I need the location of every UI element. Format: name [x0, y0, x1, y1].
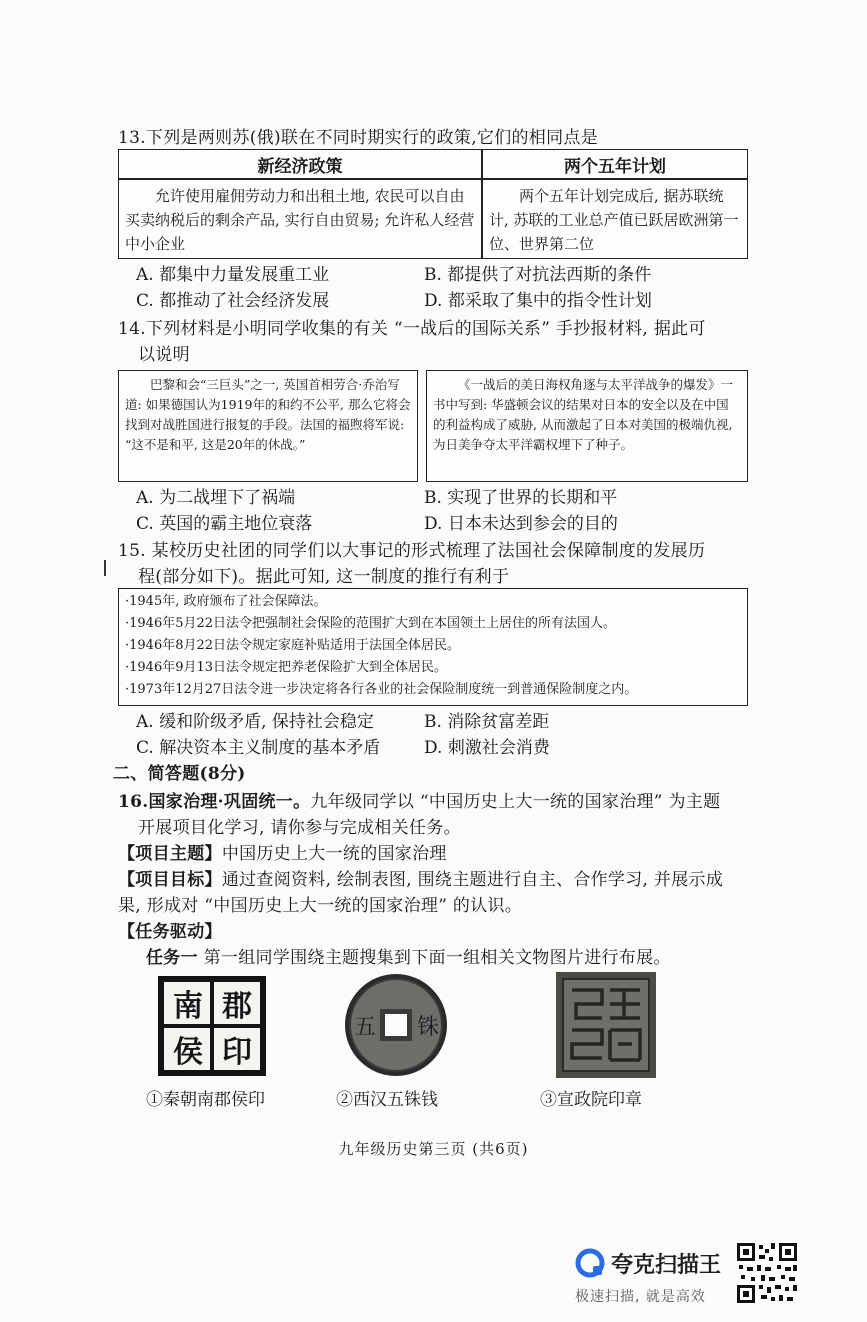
q15-option-d[interactable]: D. 刺激社会消费 — [424, 738, 550, 758]
qin-seal-svg — [158, 976, 266, 1076]
q16-theme — [118, 841, 447, 867]
coin-char: 铢 — [416, 1015, 440, 1040]
q14-option-c[interactable]: C. 英国的霸主地位衰落 — [136, 514, 313, 534]
q16-lead: 16.国家治理·巩固统一。 — [118, 792, 311, 812]
q15-item: ·1946年5月22日法令把强制社会保险的范围扩大到在本国领土上居住的所有法国人。 — [125, 616, 617, 631]
q14-left-text: 巴黎和会“三巨头”之一, 英国首相劳合·乔治写道: 如果德国认为1919年的和约不公平, 那么它将会找到对战胜国进行报复的手段。法国的福煦将军说: “这不是和平, 这是20年的休战。” — [125, 377, 411, 452]
q13-cell-left: 允许使用雇佣劳动力和出租土地, 农民可以自由买卖纳税后的剩余产品, 实行自由贸易; 允许私人经营中小企业 — [125, 187, 475, 253]
q13-option-b[interactable]: B. 都提供了对抗法西斯的条件 — [424, 265, 652, 285]
q13-option-c[interactable]: C. 都推动了社会经济发展 — [136, 291, 330, 311]
q16-task-heading: 【任务驱动】 — [118, 922, 222, 942]
q13-option-a[interactable]: A. 都集中力量发展重工业 — [136, 265, 330, 285]
q15-stem-line1: 15. 某校历史社团的同学们以大事记的形式梳理了法国社会保障制度的发展历 — [118, 541, 706, 561]
q14-option-a[interactable]: A. 为二战埋下了祸端 — [136, 488, 296, 508]
q16-task1 — [146, 945, 671, 971]
coin-svg — [343, 972, 449, 1078]
q15-option-b[interactable]: B. 消除贫富差距 — [424, 712, 550, 732]
seal1-char: 南 — [173, 989, 203, 1024]
artifact-caption-2: ②西汉五铢钱 — [336, 1090, 438, 1110]
q14-right-box — [426, 370, 748, 482]
wuzhu-coin-image — [343, 972, 449, 1078]
page-footer: 九年级历史第三页 (共6页) — [338, 1140, 529, 1158]
q16-theme-label: 【项目主题】 — [118, 844, 222, 864]
q13-table-divider-h — [119, 178, 747, 180]
seal3-svg — [554, 970, 658, 1080]
q14-right-text: 《一战后的美日海权角逐与太平洋战争的爆发》一书中写到: 华盛顿会议的结果对日本的安全以及在中国的利益构成了威胁, 从而激起了日本对美国的极端仇视, 为日美争夺太平洋霸权埋下了种子。 — [433, 377, 734, 452]
section-heading: 二、简答题(8分) — [113, 764, 246, 784]
margin-mark — [104, 560, 106, 576]
seal1-char: 印 — [222, 1035, 252, 1070]
seal1-char: 郡 — [222, 989, 252, 1024]
q16-line1 — [118, 789, 720, 815]
q16-task1-text: 第一组同学围绕主题搜集到下面一组相关文物图片进行布展。 — [197, 948, 671, 968]
q15-stem-line2: 程(部分如下)。据此可知, 这一制度的推行有利于 — [138, 567, 510, 587]
q13-header-right: 两个五年计划 — [564, 157, 666, 177]
seal1-char: 侯 — [173, 1035, 203, 1070]
q13-header-left: 新经济政策 — [257, 157, 343, 177]
qr-code-icon — [735, 1241, 799, 1305]
q16-line2: 开展项目化学习, 请你参与完成相关任务。 — [138, 818, 461, 838]
q15-timeline-box — [118, 588, 748, 706]
qin-seal-image — [158, 976, 266, 1076]
q15-item: ·1945年, 政府颁布了社会保障法。 — [125, 594, 327, 609]
q15-item: ·1946年9月13日法令规定把养老保险扩大到全体居民。 — [125, 660, 448, 675]
q15-option-a[interactable]: A. 缓和阶级矛盾, 保持社会稳定 — [136, 712, 374, 732]
coin-char: 五 — [353, 1015, 377, 1040]
q13-stem: 13.下列是两则苏(俄)联在不同时期实行的政策,它们的相同点是 — [118, 128, 599, 148]
q16-goal-line2: 果, 形成对 “中国历史上大一统的国家治理” 的认识。 — [118, 896, 523, 916]
q14-option-d[interactable]: D. 日本未达到参会的目的 — [424, 514, 618, 534]
q16-goal-label: 【项目目标】 — [118, 870, 222, 890]
q13-cell-right: 两个五年计划完成后, 据苏联统计, 苏联的工业总产值已跃居欧洲第一位、世界第二位 — [489, 187, 739, 253]
q14-stem-line2: 以说明 — [138, 345, 190, 365]
q13-option-d[interactable]: D. 都采取了集中的指令性计划 — [424, 291, 652, 311]
q14-left-box — [118, 370, 418, 482]
scanner-brand: 夸克扫描王 — [611, 1253, 722, 1278]
q16-theme-text: 中国历史上大一统的国家治理 — [221, 844, 447, 864]
xuanzheng-seal-image — [554, 970, 658, 1080]
scanner-logo-icon — [575, 1248, 605, 1278]
q16-lead-rest: 九年级同学以 “中国历史上大一统的国家治理” 为主题 — [310, 792, 721, 812]
artifact-caption-3: ③宣政院印章 — [540, 1090, 642, 1110]
q16-task1-label: 任务一 — [146, 948, 198, 968]
q13-table — [118, 149, 748, 259]
q14-option-b[interactable]: B. 实现了世界的长期和平 — [424, 488, 618, 508]
q16-goal-text1: 通过查阅资料, 绘制表图, 围绕主题进行自主、合作学习, 并展示成 — [221, 870, 724, 890]
scanner-slogan: 极速扫描, 就是高效 — [575, 1289, 706, 1305]
q15-item: ·1946年8月22日法令规定家庭补贴适用于法国全体居民。 — [125, 638, 461, 653]
q14-stem-line1: 14.下列材料是小明同学收集的有关 “一战后的国际关系” 手抄报材料, 据此可 — [118, 319, 706, 339]
q15-option-c[interactable]: C. 解决资本主义制度的基本矛盾 — [136, 738, 381, 758]
q15-item: ·1973年12月27日法令进一步决定将各行各业的社会保险制度统一到普通保险制度之内。 — [125, 682, 638, 697]
q16-goal — [118, 867, 723, 893]
artifact-caption-1: ①秦朝南郡侯印 — [146, 1090, 265, 1110]
scanner-watermark — [575, 1238, 865, 1322]
